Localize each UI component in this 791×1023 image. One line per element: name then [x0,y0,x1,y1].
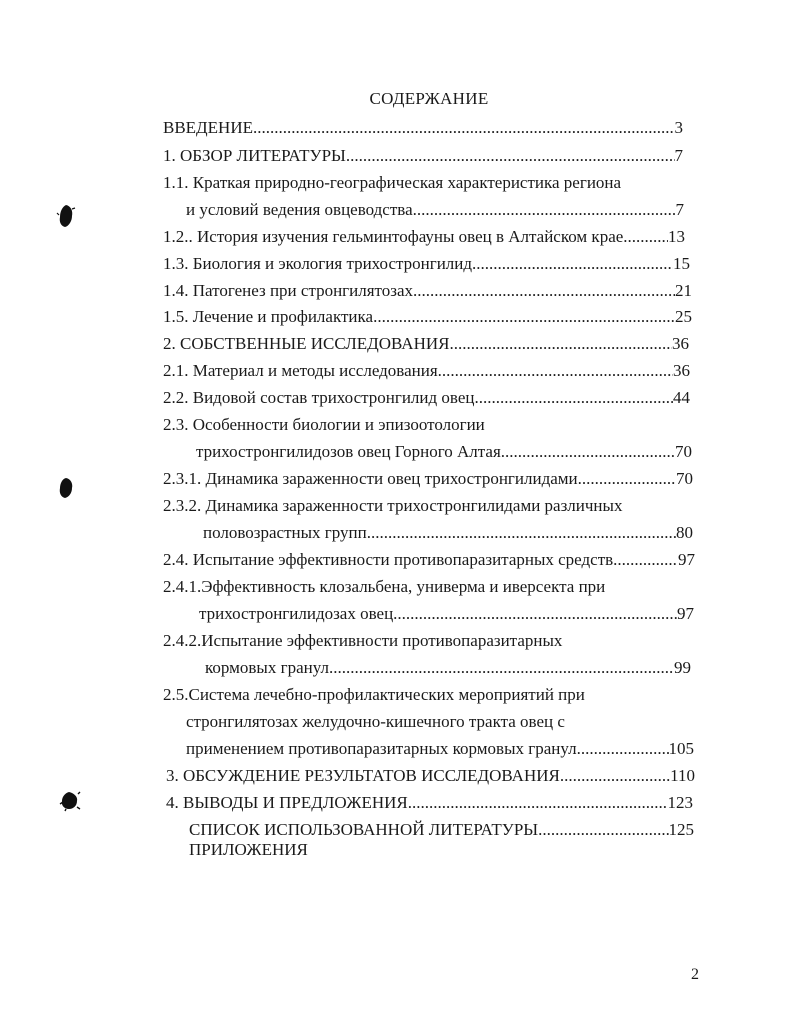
toc-entry-text: ПРИЛОЖЕНИЯ [189,840,308,859]
toc-entry: СПИСОК ИСПОЛЬЗОВАННОЙ ЛИТЕРАТУРЫ ..... 125 [189,820,694,840]
toc-entry: 2.4. Испытание эффективности противопаразитарных средств ..... 97 [163,550,695,570]
binder-hole-mark [56,203,76,229]
toc-entry-text: стронгилятозах желудочно-кишечного тракта овец с [186,712,565,731]
toc-entry-text: 2.4.1.Эффективность клозальбена, универма и иверсекта при [163,577,606,596]
toc-entry: трихостронгилидозов овец Горного Алтая ..... 70 [196,442,692,462]
toc-entry: 3. ОБСУЖДЕНИЕ РЕЗУЛЬТАТОВ ИССЛЕДОВАНИЯ ..... 110 [166,766,695,786]
toc-entry: 2.1. Материал и методы исследования ..... 36 [163,361,690,381]
toc-entry: применением противопаразитарных кормовых гранул ..... 105 [186,739,694,759]
binder-hole-mark [58,790,82,812]
toc-entry: 2.2. Видовой состав трихостронгилид овец. ..... 44 [163,388,690,408]
toc-entry: и условий ведения овцеводства ..... 7 [186,200,684,220]
toc-entry: кормовых гранул ..... 99 [205,658,691,678]
toc-entry: трихостронгилидозах овец ..... 97 [199,604,694,624]
toc-entry: 1.3. Биология и экология трихостронгилид ..... 15 [163,254,690,274]
toc-entry: 1.4. Патогенез при стронгилятозах ..... 21 [163,281,692,301]
page-title: СОДЕРЖАНИЕ [369,89,489,108]
toc-entry-text: 1.1. Краткая природно-географическая характеристика региона [163,173,622,192]
toc-entry: 4. ВЫВОДЫ И ПРЕДЛОЖЕНИЯ ..... 123 [166,793,693,813]
toc-entry: 1.2.. История изучения гельминтофауны овец в Алтайском крае ..... 13 [163,227,685,247]
toc-entry: 2.3.1. Динамика зараженности овец трихостронгилидами ..... 70 [163,469,693,489]
toc-entry: ВВЕДЕНИЕ ..... 3 [163,118,683,138]
page-number: 2 [691,966,699,983]
toc-entry-text: 2.3. Особенности биологии и эпизоотологии [163,415,485,434]
toc-entry: 1.5. Лечение и профилактика ..... 25 [163,307,692,327]
binder-hole-mark [56,476,76,500]
toc-entry-text: 2.4.2.Испытание эффективности противопаразитарных [163,631,563,650]
toc-entry-text: 2.5.Система лечебно-профилактических мероприятий при [163,685,585,704]
toc-entry: 1. ОБЗОР ЛИТЕРАТУРЫ ..... 7 [163,146,683,166]
toc-entry: 2. СОБСТВЕННЫЕ ИССЛЕДОВАНИЯ ..... 36 [163,334,689,354]
toc-entry: половозрастных групп ..... 80 [203,523,693,543]
toc-entry-text: 2.3.2. Динамика зараженности трихостронгилидами различных [163,496,623,515]
